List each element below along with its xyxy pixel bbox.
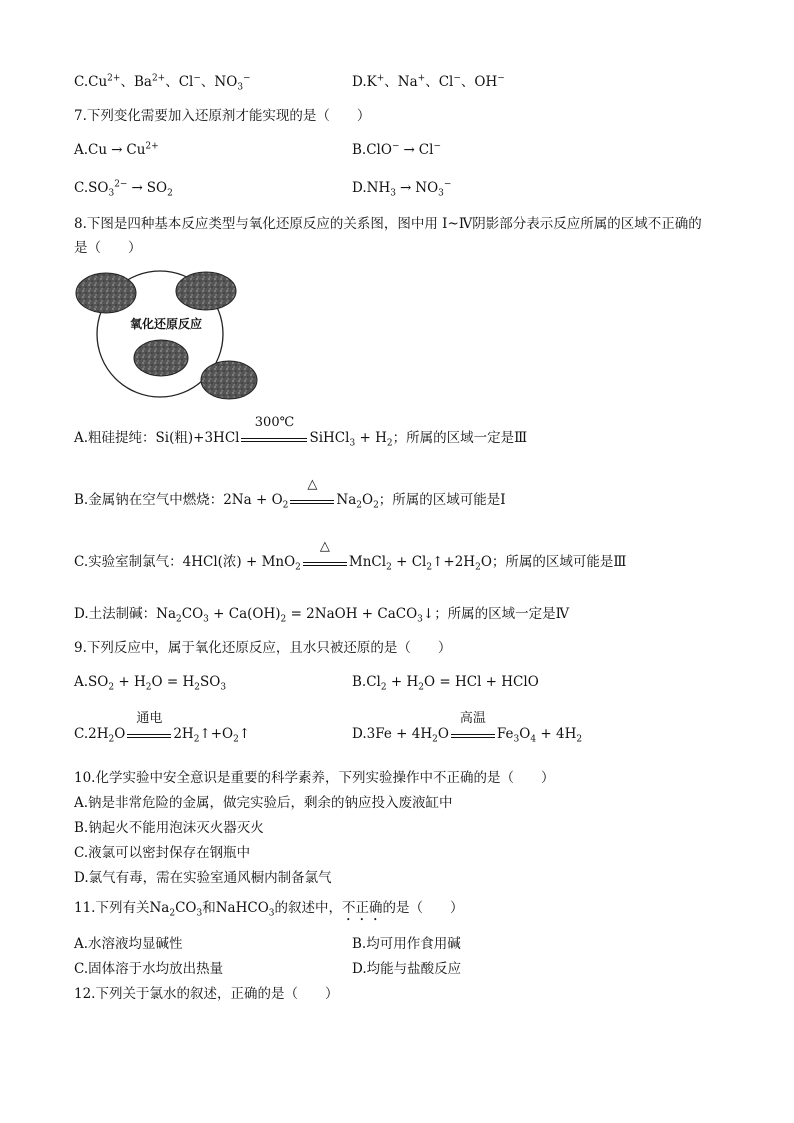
q8-option-d: D.土法制碱：$Na_2CO_3 + Ca(OH)_2$ = 2NaOH + CaCO$_3$↓；所属的区域一定是Ⅳ: [74, 606, 570, 625]
region-3: [134, 340, 188, 376]
q11-stem: 11.下列有关$Na_2CO_3$和NaHCO$_3$的叙述中，不正确的是（ ）: [74, 900, 464, 919]
q10-option-c: C.液氯可以密封保存在钢瓶中: [74, 845, 251, 861]
q11-option-b: B.均可用作食用碱: [352, 936, 461, 952]
q9-stem: 9.下列反应中，属于氧化还原反应，且水只被还原的是（ ）: [74, 640, 452, 656]
q11-option-d: D.均能与盐酸反应: [352, 961, 462, 977]
q10-option-a: A.钠是非常危险的金属，做完实验后，剩余的钠应投入废液缸中: [74, 795, 453, 811]
q12-stem: 12.下列关于氯水的叙述，正确的是（ ）: [74, 986, 339, 1002]
q7-option-a: $A.Cu \to Cu^{2+}$: [74, 141, 159, 158]
q10-stem: 10.化学实验中安全意识是重要的科学素养，下列实验操作中不正确的是（ ）: [74, 770, 555, 786]
q6-option-c: $C.Cu^{2+}$、$Ba^{2+}$、Cl−、$NO_3^-$: [74, 73, 251, 93]
diagram-label: 氧化还原反应: [130, 317, 203, 331]
q8-option-b: B.金属钠在空气中燃烧：$2Na + O_2$ △ $Na_2O_2$；所属的区域可能是Ⅰ: [74, 476, 506, 511]
q10-option-b: B.钠起火不能用泡沫灭火器灭火: [74, 820, 264, 836]
q8-option-c: C.实验室制氯气：4HCl(浓) + MnO$_2$ △ MnCl$_2$ + $Cl_2↑+2H_2O$；所属的区域可能是Ⅲ: [74, 538, 627, 573]
q6-option-d: D.K+、Na+、Cl−、OH−: [352, 73, 505, 90]
q11-option-a: A.水溶液均显碱性: [74, 936, 183, 952]
q9-option-c: $C.2H_2O$ 通电 $2H_2↑+O_2↑$: [74, 710, 251, 745]
q10-option-d: D.氯气有毒，需在实验室通风橱内制备氯气: [74, 870, 332, 886]
q7-option-b: B.ClO− → Cl−: [352, 141, 441, 158]
q8-stem-line2: 是（ ）: [74, 240, 142, 256]
region-2: [176, 272, 236, 310]
reaction-type-diagram: [70, 266, 270, 406]
q7-option-d: $D.NH_3 \to NO_3^-$: [352, 179, 452, 199]
q11-option-c: C.固体溶于水均放出热量: [74, 961, 224, 977]
q8-stem-line1: 8.下图是四种基本反应类型与氧化还原反应的关系图，图中用 Ⅰ~Ⅳ阴影部分表示反应所属的区域不正确的: [74, 216, 702, 232]
q9-option-d: $D.3Fe + 4H_2O$ 高温 $Fe_3O_4 + 4H_2$: [352, 710, 583, 745]
region-1: [76, 273, 136, 313]
region-4: [201, 361, 257, 399]
q8-option-a: A.粗硅提纯：Si(粗)+3HCl 300℃ SiHCl$_3$ + $H_2$；所属的区域一定是Ⅲ: [74, 414, 528, 449]
q7-stem: 7.下列变化需要加入还原剂才能实现的是（ ）: [74, 108, 371, 124]
q7-option-c: $C.SO_3^{2-} \to SO_2$: [74, 179, 173, 199]
q9-option-a: $A.SO_2 + H_2O = H_2SO_3$: [74, 674, 227, 693]
q9-option-b: $B.Cl_2 + H_2O$ = HCl + HClO: [352, 674, 539, 693]
